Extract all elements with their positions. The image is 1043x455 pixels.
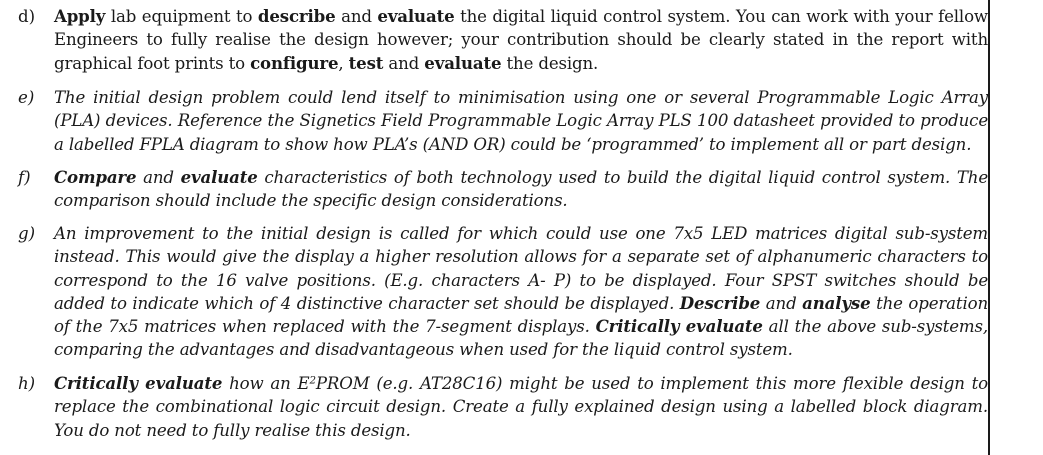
text-run: and <box>335 7 378 26</box>
bold-text: test <box>348 52 384 73</box>
bold-text: evaluate <box>424 52 502 73</box>
right-border-line <box>988 0 990 455</box>
bold-text: configure <box>250 52 339 73</box>
item-text <box>54 222 988 362</box>
list-marker: e) <box>18 88 35 107</box>
list-marker: g) <box>18 224 36 243</box>
list-marker: d) <box>18 7 36 26</box>
bold-text: describe <box>257 6 336 26</box>
text-run: and <box>136 168 181 187</box>
superscript-text: 2 <box>309 374 316 387</box>
text-run: , <box>338 53 349 73</box>
list-marker: h) <box>18 374 36 393</box>
text-run: PROM (e.g. AT28C16) might be used to implement this more flexible design to replace the combinational logic circuit design. Create a fully explained design using a labelled block diagram. You do not need to fully realise this design. <box>54 374 988 440</box>
text-run: An improvement to the initial design is called for which could use one 7x5 LED matrices digital sub-system instead. This would give the display a higher resolution allows for a separate set of alphanumeric characters to correspond to the 16 valve positions. (E.g. characters A- P) to be displayed. Four SPST switches should be added to indicate which of 4 distinctive character set should be displayed. <box>54 224 988 313</box>
text-run: the design. <box>501 53 599 73</box>
text-run: lab equipment to <box>105 7 258 26</box>
list-marker: f) <box>18 168 31 187</box>
text-run: The initial design problem could lend itself to minimisation using one or several Programmable Logic Array (PLA) devices. Reference the Signetics Field Programmable Logic Array PLS 100 datasheet provided to produce a labelled FPLA diagram to show how PLA’s (AND OR) could be ‘programmed’ to implement all or part design. <box>54 88 988 154</box>
text-run: and <box>760 293 803 313</box>
text-run: and <box>383 53 425 73</box>
bold-text: analyse <box>802 292 871 313</box>
text-run: the digital liquid control system. You can work with your fellow Engineers to fully realise the design however; your contribution should be clearly stated in the report with graphical foot prints to <box>54 7 988 73</box>
text-run: the operation of the 7x5 matrices when replaced with the 7-segment displays. <box>54 293 988 337</box>
bold-text: evaluate <box>180 167 258 187</box>
item-text <box>54 166 988 213</box>
bold-text: Critically evaluate <box>595 316 763 337</box>
text-run: characteristics of both technology used to build the digital liquid control system. The comparison should include the specific design considerations. <box>54 168 988 211</box>
bold-text: Describe <box>679 292 761 313</box>
bold-text: Critically evaluate <box>54 373 223 393</box>
text-run: how an E <box>222 374 310 393</box>
item-text <box>54 86 988 156</box>
bold-text: Apply <box>54 6 106 26</box>
text-run: all the above sub-systems, comparing the advantages and disadvantageous when used for the liquid control system. <box>54 317 988 360</box>
item-text <box>54 372 988 442</box>
bold-text: Compare <box>54 167 137 187</box>
item-text <box>54 5 988 75</box>
bold-text: evaluate <box>377 6 455 26</box>
